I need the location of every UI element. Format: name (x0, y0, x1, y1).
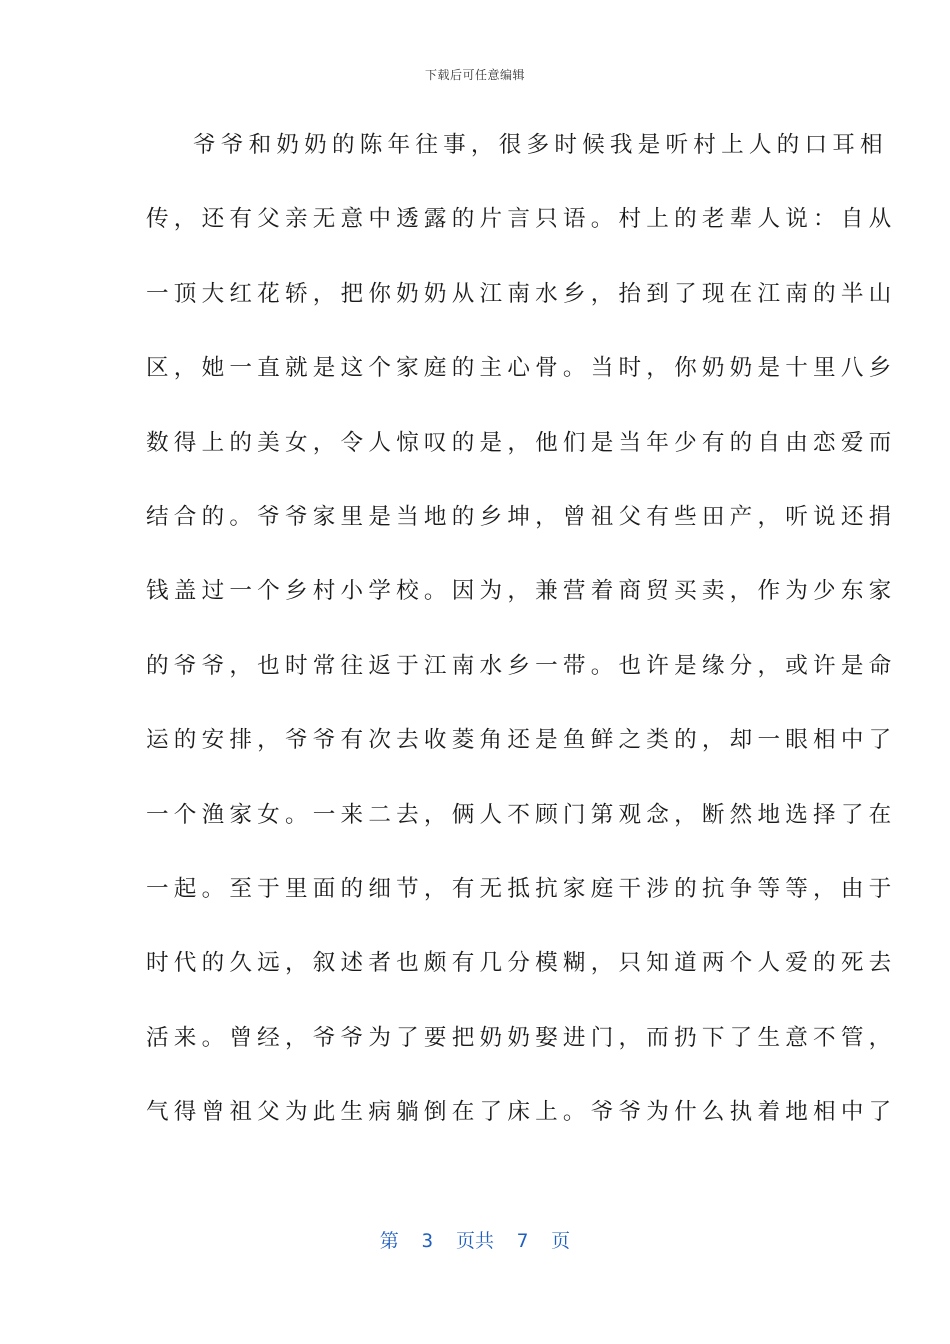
paragraph-line: 活来。曾经，爷爷为了要把奶奶娶进门，而扔下了生意不管， (146, 1024, 897, 1051)
body-paragraph (146, 120, 897, 1161)
paragraph-line: 传，还有父亲无意中透露的片言只语。村上的老辈人说：自从 (146, 206, 897, 233)
page-header-note: 下载后可任意编辑 (424, 68, 525, 82)
paragraph-line: 爷爷和奶奶的陈年往事，很多时候我是听村上人的口耳相 (193, 132, 888, 158)
paragraph-line: 区，她一直就是这个家庭的主心骨。当时，你奶奶是十里八乡 (146, 355, 897, 382)
paragraph-line: 时代的久远，叙述者也颇有几分模糊，只知道两个人爱的死去 (146, 950, 897, 977)
paragraph-line: 一个渔家女。一来二去，俩人不顾门第观念，断然地选择了在 (146, 801, 897, 828)
paragraph-line: 气得曾祖父为此生病躺倒在了床上。爷爷为什么执着地相中了 (146, 1099, 897, 1126)
paragraph-line: 的爷爷，也时常往返于江南水乡一带。也许是缘分，或许是命 (146, 652, 897, 679)
paragraph-line: 一顶大红花轿，把你奶奶从江南水乡，抬到了现在江南的半山 (146, 280, 897, 307)
page-number-footer: 第 3 页共 7 页 (379, 1230, 571, 1252)
paragraph-line: 一起。至于里面的细节，有无抵抗家庭干涉的抗争等等，由于 (146, 875, 897, 902)
paragraph-line: 运的安排，爷爷有次去收菱角还是鱼鲜之类的，却一眼相中了 (146, 727, 897, 754)
paragraph-line: 钱盖过一个乡村小学校。因为，兼营着商贸买卖，作为少东家 (146, 578, 897, 605)
paragraph-line: 数得上的美女，令人惊叹的是，他们是当年少有的自由恋爱而 (146, 429, 897, 456)
paragraph-line: 结合的。爷爷家里是当地的乡坤，曾祖父有些田产，听说还捐 (146, 503, 897, 530)
